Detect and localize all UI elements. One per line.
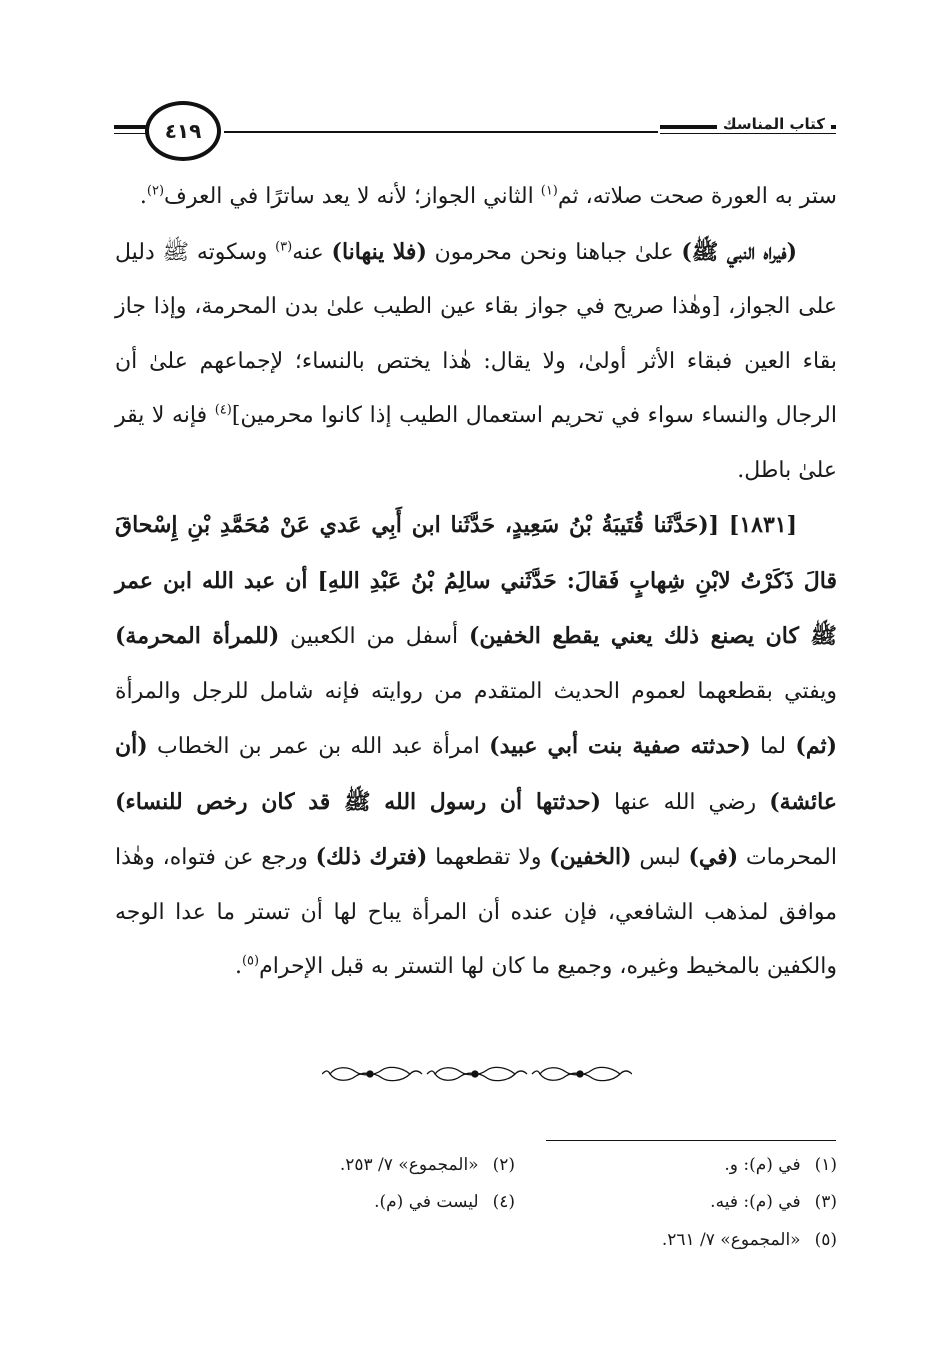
- text-run: .: [234, 954, 242, 979]
- text-run: فإنه لا يقر علىٰ باطل.: [115, 403, 837, 483]
- hadith-number: [١٨٣١]: [719, 512, 797, 538]
- quoted-text: (حدثته صفية بنت أبي عبيد): [489, 733, 751, 759]
- text-run: لما: [750, 734, 796, 759]
- footnote-text: «المجموع» ٧/ ٢٥٣.: [339, 1155, 479, 1175]
- quoted-text: (فترك ذلك): [315, 844, 428, 870]
- footnote-number: (٥): [814, 1230, 837, 1250]
- footnote-number: (٢): [492, 1155, 515, 1175]
- text-run: لبس: [631, 845, 689, 870]
- footnote-ref: (١): [540, 183, 558, 199]
- footnote-text: في (م): و.: [724, 1155, 801, 1175]
- footnote-number: (٣): [814, 1192, 837, 1212]
- text-run: علىٰ جباهنا ونحن محرمون: [426, 239, 682, 265]
- footnote-number: (٤): [492, 1192, 515, 1212]
- footnote-text: «المجموع» ٧/ ٢٦١.: [661, 1230, 801, 1250]
- header-rule-middle: [224, 131, 658, 133]
- text-run: امرأة عبد الله بن عمر بن الخطاب: [147, 734, 490, 759]
- page-number: ٤١٩: [164, 119, 202, 143]
- paragraph-2: [115, 225, 837, 499]
- paragraph-1: [115, 170, 837, 225]
- footnote-ref: (٣): [275, 239, 293, 255]
- ornament-unit: [322, 1067, 422, 1080]
- quoted-text: (حدثتها أن رسول الله ﷺ قد كان رخص للنساء): [115, 788, 601, 815]
- footnote-text: في (م): فيه.: [710, 1192, 801, 1212]
- footnote-ref: (٤): [214, 402, 232, 418]
- footnote-separator: [546, 1140, 836, 1141]
- quoted-text: (الخفين): [549, 844, 632, 870]
- text-run: ولا تقطعهما: [427, 845, 550, 870]
- text-run: .: [139, 184, 147, 209]
- footnote-number: (١): [814, 1155, 837, 1175]
- quoted-text: (أن عائشة): [115, 733, 837, 815]
- ornament-unit: [427, 1067, 527, 1080]
- section-divider-ornament: [322, 1062, 632, 1086]
- ornament-unit: [532, 1067, 632, 1080]
- text-run: وسكوته ﷺ دليل على الجواز، [وهٰذا صريح في جواز بقاء عين الطيب علىٰ بدن المحرمة، وإذا جاز بقاء العين فبقاء الأثر أولىٰ، ولا يقال: هٰذا يختص بالنساء؛ لإجماعهم علىٰ أن الرجال والنساء سواء في تحريم استعمال الطيب إذا كانوا محرمين]: [115, 239, 837, 428]
- footnote-5: [662, 1230, 837, 1250]
- quoted-text: (فلا ينهانا): [331, 238, 427, 265]
- page-number-badge: [145, 101, 221, 161]
- text-run: عنه: [292, 239, 332, 265]
- quoted-text: (فيراه النبي ﷺ): [681, 238, 797, 265]
- footnote-ref: (٢): [146, 183, 165, 199]
- quoted-text: (في): [688, 844, 739, 870]
- text-run: الثاني الجواز؛ لأنه لا يعد ساترًا في العرف: [164, 184, 541, 209]
- text-run: ستر به العورة صحت صلاته، ثم: [557, 184, 837, 209]
- text-run: ورجع عن فتواه، وهٰذا موافق لمذهب الشافعي، فإن عنده أن المرأة يباح لها أن تستر ما عدا الوجه والكفين بالمخيط وغيره، وجميع ما كان لها التستر به قبل الإحرام: [115, 845, 837, 979]
- footnote-ref: (٥): [241, 953, 260, 969]
- text-run: أسفل من الكعبين: [279, 624, 469, 649]
- text-run: المحرمات: [738, 845, 837, 870]
- quoted-text: [(حَدَّثَنا قُتَيبَةُ بْنُ سَعِيدٍ، حَدَّثَنا ابن أَبِي عَدي عَنْ مُحَمَّدِ بْنِ إِسْحاقَ قالَ ذَكَرْتُ لابْنِ شِهابٍ فَقالَ: حَدَّثَني سالِمُ بْنُ عَبْدِ اللهِ] أن عبد الله ابن عمر ﷺ كان يصنع ذلك يعني يقطع الخفين): [115, 512, 837, 649]
- text-run: رضي الله عنها: [601, 789, 770, 815]
- quoted-text: (ثم): [795, 733, 837, 759]
- paragraph-3: [115, 498, 837, 995]
- footnote-1: [724, 1155, 837, 1175]
- running-header-title: كتاب المناسك: [717, 115, 831, 133]
- quoted-text: (للمرأة المحرمة): [115, 623, 280, 649]
- footnote-text: ليست في (م).: [374, 1192, 479, 1212]
- footnote-3: [710, 1192, 837, 1212]
- header-rule-thin-right: [660, 133, 836, 134]
- footnote-4: [374, 1192, 515, 1212]
- text-run: ويفتي بقطعهما لعموم الحديث المتقدم من روايته فإنه شامل للرجل والمرأة: [115, 678, 837, 704]
- main-text: [115, 170, 837, 995]
- footnote-2: [340, 1155, 515, 1175]
